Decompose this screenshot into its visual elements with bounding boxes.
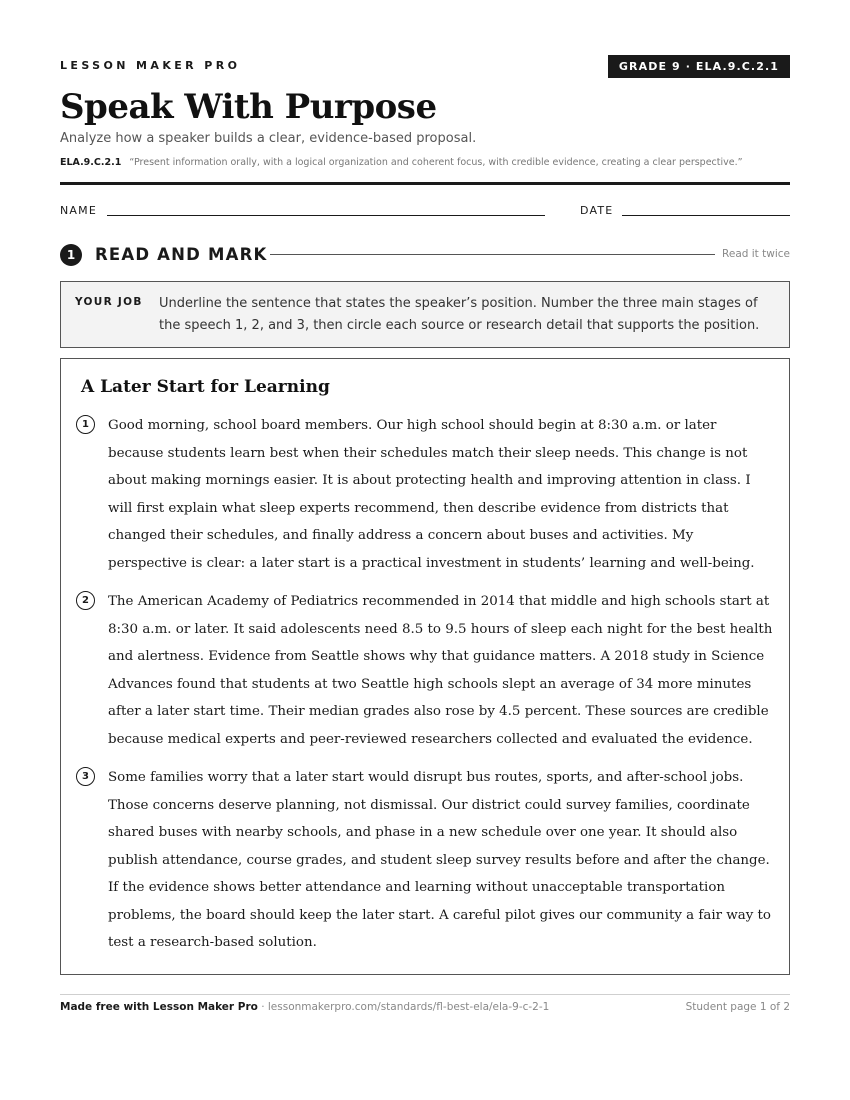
- name-label: NAME: [60, 204, 97, 217]
- grade-badge: GRADE 9 · ELA.9.C.2.1: [608, 55, 790, 78]
- standard-code: ELA.9.C.2.1: [60, 157, 122, 168]
- paragraph-number-2: 2: [76, 591, 95, 610]
- standard-reference: [60, 157, 743, 168]
- instructions-label: YOUR JOB: [75, 296, 143, 308]
- footer-divider: [60, 994, 790, 995]
- date-line[interactable]: [622, 215, 790, 216]
- header-divider: [60, 182, 790, 185]
- page-indicator: Student page 1 of 2: [685, 1001, 790, 1013]
- passage-box: [60, 358, 790, 975]
- footer-link[interactable]: · lessonmakerpro.com/standards/fl-best-ela/ela-9-c-2-1: [257, 1001, 550, 1013]
- instructions-text: Underline the sentence that states the speaker’s position. Number the three main stages of the speech 1, 2, and 3, then circle each source or research detail that supports the position.: [159, 296, 760, 333]
- footer-brand: Made free with Lesson Maker Pro: [60, 1001, 258, 1013]
- paragraph-1: Good morning, school board members. Our high school should begin at 8:30 a.m. or later because students learn best when their schedules match their sleep needs. This change is not about making mornings easier. It is about protecting health and improving attention in class. I will first explain what sleep experts recommend, then describe evidence from districts that changed their schedules, and finally address a concern about buses and activities. My perspective is clear: a later start is a practical investment in students’ learning and well-being.: [108, 418, 755, 571]
- date-label: DATE: [580, 204, 614, 217]
- page-title: Speak With Purpose: [60, 87, 437, 127]
- paragraph-number-3: 3: [76, 767, 95, 786]
- passage-title: A Later Start for Learning: [81, 377, 330, 397]
- brand-name: LESSON MAKER PRO: [60, 59, 241, 72]
- name-line[interactable]: [107, 215, 545, 216]
- instructions-box: [60, 281, 790, 348]
- standard-text: “Present information orally, with a logical organization and coherent focus, with credible evidence, creating a clear perspective.”: [129, 157, 743, 168]
- footer-credit: [60, 1001, 549, 1013]
- paragraph-3: Some families worry that a later start would disrupt bus routes, sports, and after-school jobs. Those concerns deserve planning, not dismissal. Our district could survey families, coordinate shared buses with nearby schools, and phase in a new schedule over one year. It should also publish attendance, course grades, and student sleep survey results before and after the change. If the evidence shows better attendance and learning without unacceptable transportation problems, the board should keep the later start. A careful pilot gives our community a fair way to test a research-based solution.: [108, 770, 771, 950]
- section-title: READ AND MARK: [95, 245, 268, 264]
- section-number-badge: 1: [60, 244, 82, 266]
- paragraph-number-1: 1: [76, 415, 95, 434]
- page-subtitle: Analyze how a speaker builds a clear, evidence-based proposal.: [60, 131, 477, 146]
- paragraph-2: The American Academy of Pediatrics recommended in 2014 that middle and high schools start at 8:30 a.m. or later. It said adolescents need 8.5 to 9.5 hours of sleep each night for the best health and alertness. Evidence from Seattle shows why that guidance matters. A 2018 study in Science Advances found that students at two Seattle high schools slept an average of 34 more minutes after a later start time. Their median grades also rose by 4.5 percent. These sources are credible because medical experts and peer-reviewed researchers collected and evaluated the evidence.: [108, 594, 773, 747]
- section-note: Read it twice: [722, 248, 790, 260]
- section-divider: [270, 254, 715, 255]
